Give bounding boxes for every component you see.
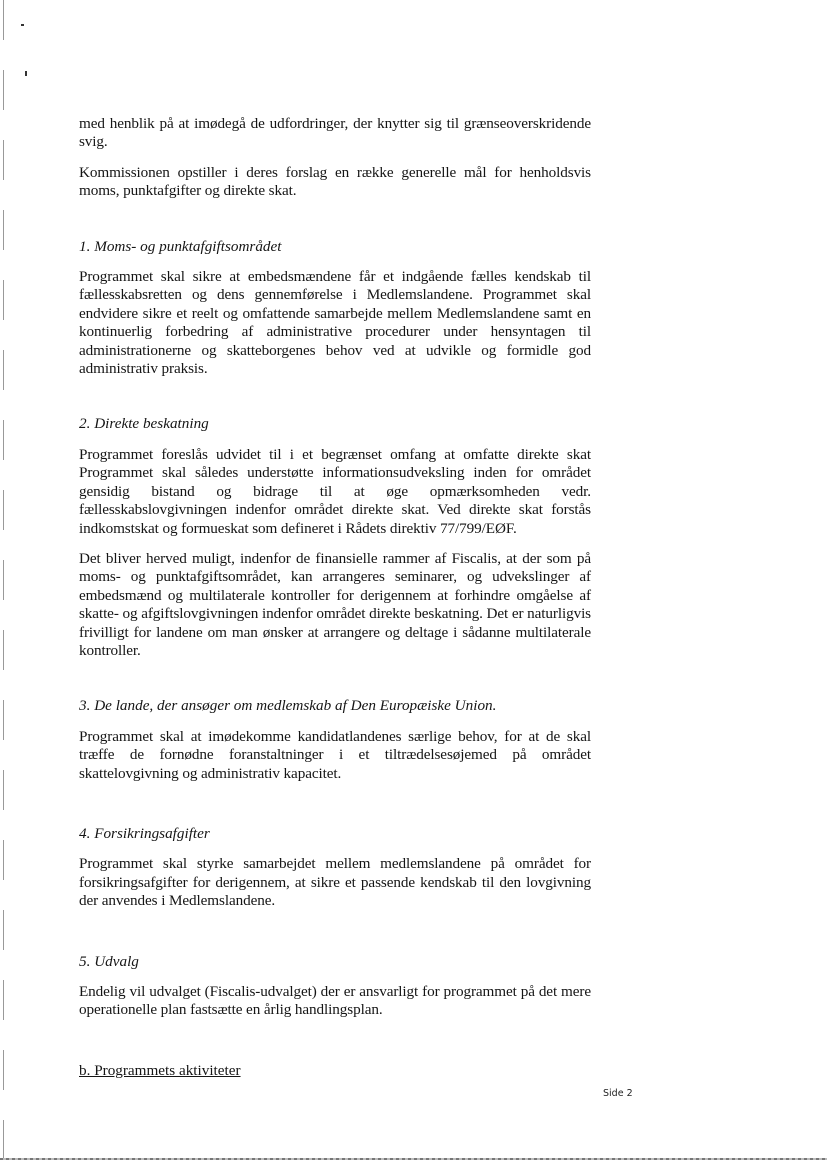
section-paragraph: Programmet foreslås udvidet til i et begrænset omfang at omfatte direkte skat Programmet skal således understøtte informationsudveksling inden for området gensidig bistand og bidrage til at øge opmærksomheden vedr. fællesskabslovgivningen indenfor området direkte skat. Ved direkte skat forstås indkomstskat og formueskat som defineret i Rådets direktiv 77/799/EØF.	[79, 445, 591, 537]
section-paragraph: Det bliver herved muligt, indenfor de finansielle rammer af Fiscalis, at der som på moms- og punktafgiftsområdet, kan arrangeres seminarer, og udvekslinger af embedsmænd og multilaterale kontroller for derigennem at forhindre omgåelse af skatte- og afgiftslovgivningen indenfor området direkte beskatning. Det er naturligvis frivilligt for landene om man ønsker at arrangere og deltage i sådanne multilaterale kontroller.	[79, 549, 591, 659]
section-heading: 4. Forsikringsafgifter	[79, 824, 210, 842]
page-number: Side 2	[603, 1088, 633, 1099]
section-paragraph: Programmet skal at imødekomme kandidatlandenes særlige behov, for at de skal træffe de fornødne foranstaltninger i et tiltrædelsesøjemed på området skattelovgivning og administrativ kapacitet.	[79, 727, 591, 782]
section-heading: 2. Direkte beskatning	[79, 415, 209, 433]
section-heading: 1. Moms- og punktafgiftsområdet	[79, 237, 282, 255]
intro-paragraph: med henblik på at imødegå de udfordringer, der knytter sig til grænseoverskridende svig.	[79, 115, 591, 151]
section-b-heading: b. Programmets aktiviteter	[79, 1061, 241, 1079]
section-heading: 3. De lande, der ansøger om medlemskab af Den Europæiske Union.	[79, 697, 497, 715]
scan-speck	[21, 24, 24, 26]
section-paragraph: Programmet skal sikre at embedsmændene får et indgående fælles kendskab til fællesskabsretten og dens gennemførelse i Medlemslandene. Programmet skal endvidere sikre et reelt og omfattende samarbejde mellem Medlemslandene samt en kontinuerlig forbedring af administrative procedurer under hensyntagen til administrationerne og skatteborgenes behov ved at udvikle og formidle god administrativ praksis.	[79, 268, 591, 378]
intro-paragraph: Kommissionen opstiller i deres forslag en række generelle mål for henholdsvis moms, punktafgifter og direkte skat.	[79, 163, 591, 200]
section-forsikringsafgifter	[79, 825, 591, 911]
scan-bottom-edge	[0, 1158, 827, 1160]
section-moms-punktafgift	[79, 238, 591, 379]
document-body	[79, 115, 591, 1080]
scan-left-edge	[3, 0, 4, 1163]
section-kandidatlande	[79, 697, 591, 783]
section-heading: 5. Udvalg	[79, 952, 139, 970]
section-paragraph: Programmet skal styrke samarbejdet mellem medlemslandene på området for forsikringsafgifter for derigennem, at sikre et passende kendskab til den lovgivning der anvendes i Medlemslandene.	[79, 855, 591, 910]
scan-speck	[25, 71, 27, 76]
section-udvalg	[79, 953, 591, 1020]
section-direkte-beskatning	[79, 415, 591, 660]
section-paragraph: Endelig vil udvalget (Fiscalis-udvalget) der er ansvarligt for programmet på det mere operationelle plan fastsætte en årlig handlingsplan.	[79, 983, 591, 1019]
